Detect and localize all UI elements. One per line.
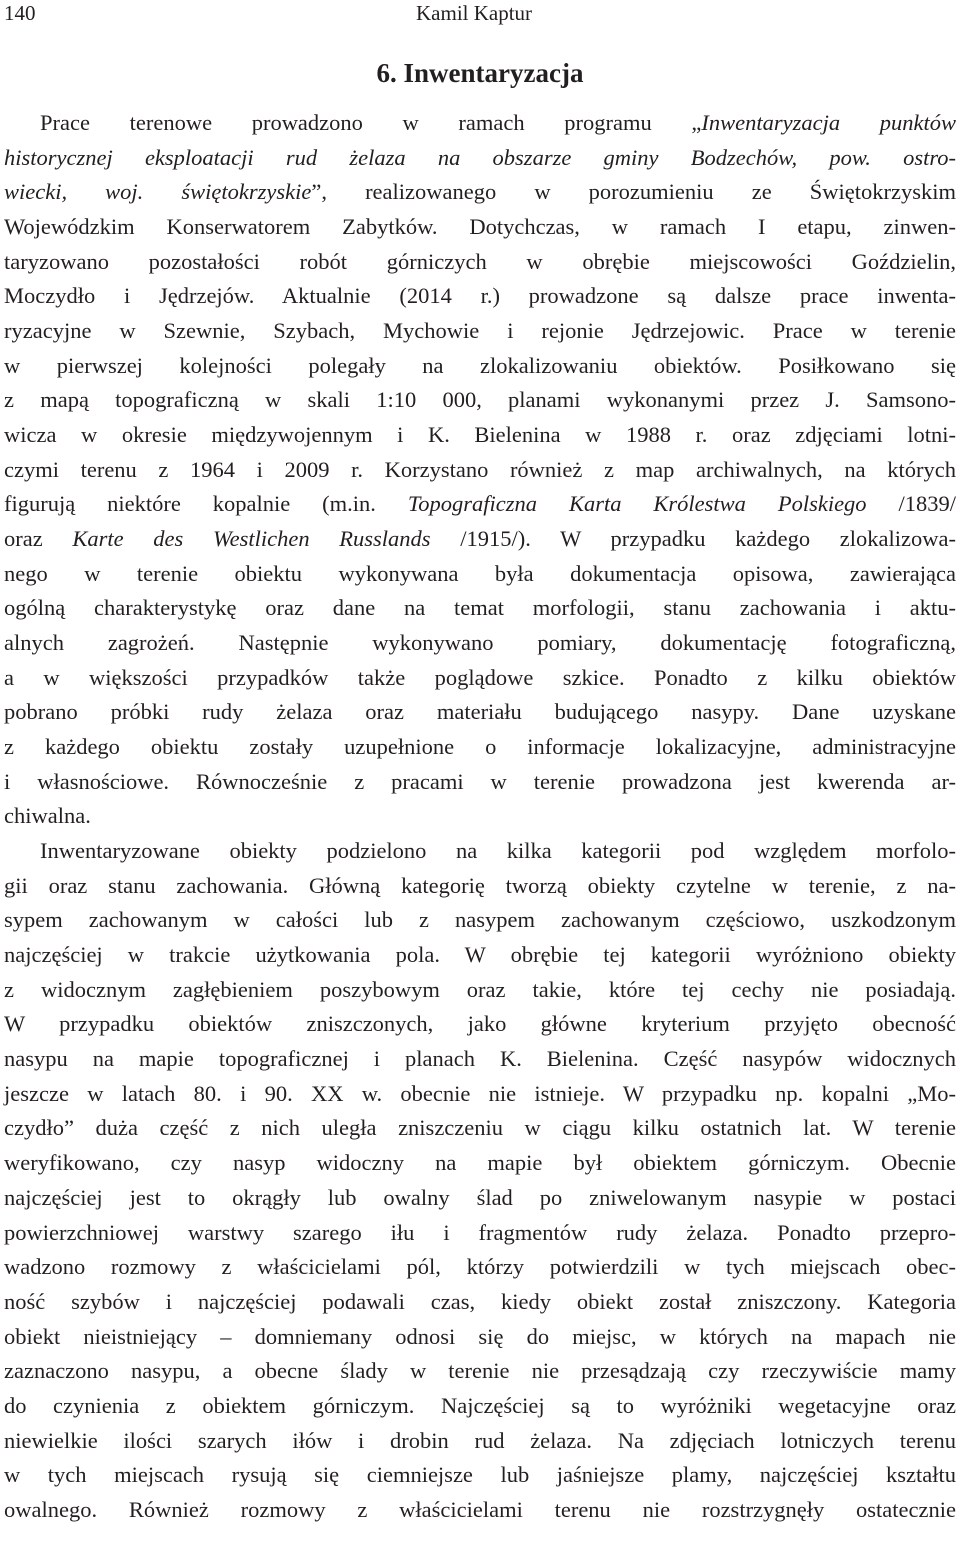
section-heading: 6. Inwentaryzacja bbox=[376, 58, 584, 88]
text-line: wiecki, woj. świętokrzyskie”, realizowanego w porozumieniu ze Świętokrzyskim bbox=[4, 179, 957, 205]
running-head-author: Kamil Kaptur bbox=[416, 1, 533, 25]
text-line: powierzchniowej warstwy szarego iłu i fragmentów rudy żelaza. Ponadto przepro- bbox=[4, 1219, 956, 1245]
paragraph-object-categories bbox=[4, 834, 956, 1527]
text-line: alnych zagrożeń. Następnie wykonywano pomiary, dokumentację fotograficzną, bbox=[4, 630, 956, 656]
text-line: czydło” duża część z nich uległa zniszczeniu w ciągu kilku ostatnich lat. W terenie bbox=[4, 1115, 956, 1141]
text-line: zaznaczono nasypu, a obecne ślady w terenie nie przesądzają czy rzeczywiście mamy bbox=[4, 1358, 956, 1384]
text-line: obiekt nieistniejący – domniemany odnosi się do miejsc, w których na mapach nie bbox=[4, 1323, 956, 1349]
text-line: czymi terenu z 1964 i 2009 r. Korzystano również z map archiwalnych, na których bbox=[4, 456, 956, 482]
text-line: weryfikowano, czy nasyp widoczny na mapie był obiektem górniczym. Obecnie bbox=[4, 1150, 956, 1176]
text-line: wicza w okresie międzywojennym i K. Bielenina w 1988 r. oraz zdjęciami lotni- bbox=[4, 422, 956, 448]
text-line: ność szybów i najczęściej podawali czas, kiedy obiekt został zniszczony. Kategoria bbox=[4, 1288, 956, 1314]
page-number: 140 bbox=[4, 1, 36, 25]
text-line: sypem zachowanym w całości lub z nasypem zachowanym częściowo, uszkodzonym bbox=[4, 907, 956, 933]
text-line: i własnościowe. Równocześnie z pracami w terenie prowadzona jest kwerenda ar- bbox=[4, 768, 956, 794]
text-line: z każdego obiektu zostały uzupełnione o informacje lokalizacyjne, administracyjne bbox=[4, 734, 956, 760]
paragraph-inventory-fieldwork bbox=[4, 106, 956, 834]
text-line: ogólną charakterystykę oraz dane na temat morfologii, stanu zachowania i aktu- bbox=[4, 595, 956, 621]
text-line: w pierwszej kolejności polegały na zlokalizowaniu obiektów. Posiłkowano się bbox=[4, 352, 956, 378]
text-line: ryzacyjne w Szewnie, Szybach, Mychowie i rejonie Jędrzejowic. Prace w terenie bbox=[4, 318, 956, 344]
text-line: oraz Karte des Westlichen Russlands /1915/). W przypadku każdego zlokalizowa- bbox=[4, 526, 956, 552]
text-line: najczęściej jest to okrągły lub owalny ślad po zniwelowanym nasypie w postaci bbox=[4, 1184, 956, 1210]
running-head bbox=[0, 0, 960, 26]
text-line: a w większości przypadków także poglądowe szkice. Ponadto z kilku obiektów bbox=[4, 664, 956, 690]
text-line: w tych miejscach rysują się ciemniejsze lub jaśniejsze plamy, najczęściej kształtu bbox=[4, 1462, 956, 1488]
text-line: niewielkie ilości szarych iłów i drobin rud żelaza. Na zdjęciach lotniczych terenu bbox=[4, 1427, 956, 1453]
text-line: z mapą topograficzną w skali 1:10 000, planami wykonanymi przez J. Samsono- bbox=[4, 387, 956, 413]
text-line: owalnego. Również rozmowy z właścicielami terenu nie rozstrzygnęły ostatecznie bbox=[4, 1496, 956, 1522]
text-line: W przypadku obiektów zniszczonych, jako główne kryterium przyjęto obecność bbox=[4, 1011, 956, 1037]
text-line: Wojewódzkim Konserwatorem Zabytków. Dotychczas, w ramach I etapu, zinwen- bbox=[4, 214, 956, 240]
text-line: jeszcze w latach 80. i 90. XX w. obecnie nie istnieje. W przypadku np. kopalni „Mo- bbox=[4, 1080, 956, 1106]
body-text bbox=[4, 106, 956, 1528]
text-line: Inwentaryzowane obiekty podzielono na kilka kategorii pod względem morfolo- bbox=[40, 838, 956, 864]
text-line: gii oraz stanu zachowania. Główną kategorię tworzą obiekty czytelne w terenie, z na- bbox=[4, 872, 956, 898]
text-line: najczęściej w trakcie użytkowania pola. W obrębie tej kategorii wyróżniono obiekty bbox=[4, 942, 956, 968]
text-line: historycznej eksploatacji rud żelaza na obszarze gminy Bodzechów, pow. ostro- bbox=[4, 144, 956, 170]
text-line: Prace terenowe prowadzono w ramach programu „Inwentaryzacja punktów bbox=[40, 110, 956, 135]
text-line: nasypu na mapie topograficznej i planach K. Bielenina. Część nasypów widocznych bbox=[4, 1046, 956, 1072]
text-line: chiwalna. bbox=[4, 803, 91, 829]
text-line: do czynienia z obiektem górniczym. Najczęściej są to wyróżniki wegetacyjne oraz bbox=[4, 1392, 956, 1418]
text-line: wadzono rozmowy z właścicielami pól, którzy potwierdzili w tych miejscach obec- bbox=[4, 1254, 956, 1280]
text-line: Moczydło i Jędrzejów. Aktualnie (2014 r.) prowadzone są dalsze prace inwenta- bbox=[4, 283, 956, 309]
text-line: figurują niektóre kopalnie (m.in. Topograficzna Karta Królestwa Polskiego /1839/ bbox=[4, 491, 956, 517]
text-line: taryzowano pozostałości robót górniczych w obrębie miejscowości Goździelin, bbox=[4, 248, 956, 274]
text-line: z widocznym zagłębieniem poszybowym oraz takie, które tej cechy nie posiadają. bbox=[4, 976, 956, 1002]
text-line: pobrano próbki rudy żelaza oraz materiału budującego nasypy. Dane uzyskane bbox=[4, 699, 956, 725]
text-line: nego w terenie obiektu wykonywana była dokumentacja opisowa, zawierająca bbox=[4, 560, 956, 586]
